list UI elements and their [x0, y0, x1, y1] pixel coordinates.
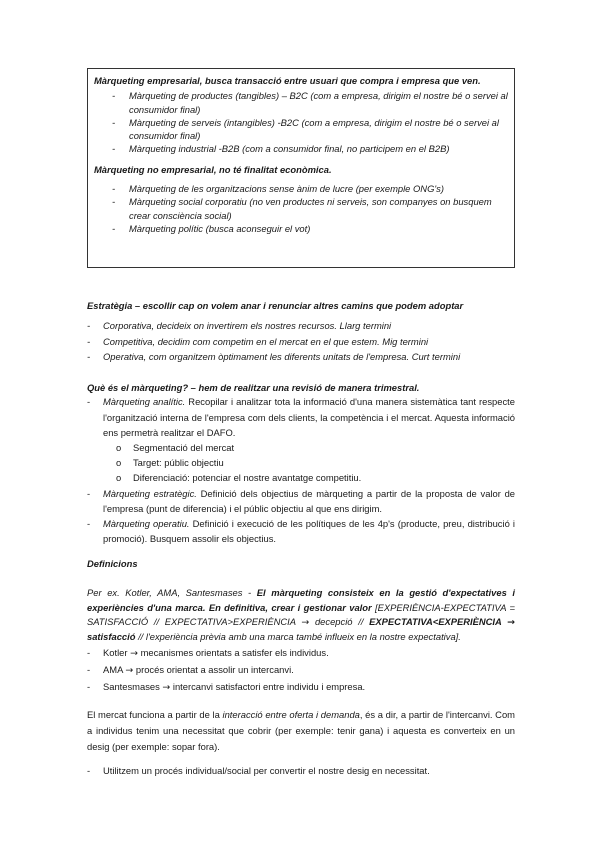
sub-item: o Target: públic objectiu	[87, 455, 515, 470]
estrategia-section	[87, 299, 515, 365]
marqueting-types-box	[87, 68, 515, 268]
list-estrategia	[87, 318, 515, 365]
heading-estrategia: Estratègia – escollir cap on volem anar i renunciar altres camins que podem adoptar	[87, 300, 464, 311]
heading-marqueting: Què és el màrqueting? – hem de realitzar una revisió de manera trimestral.	[87, 382, 420, 393]
heading-definicions: Definicions	[87, 558, 138, 569]
list-item-estrategic	[87, 486, 515, 516]
text-estrategic: Definició dels objectius de màrqueting a partir de la proposta de valor de l'empresa (punt de diferencia) i el públic objectiu al que ens dirigim.	[103, 487, 515, 514]
list-item-operatiu	[87, 516, 515, 546]
list-definicions	[87, 645, 515, 696]
label-estrategic: Màrqueting estratègic.	[103, 487, 197, 499]
arrow-icon: →	[301, 616, 310, 628]
heading-empresarial: Màrqueting empresarial, busca transacció entre usuari que compra i empresa que ven.	[94, 75, 481, 86]
sub-item: o Diferenciació: potenciar el nostre avantatge competitiu.	[87, 470, 515, 485]
arrow-icon: →	[507, 616, 515, 628]
definicions-section	[87, 557, 515, 777]
list-item: - Màrqueting industrial -B2B (com a consumidor final, no participem en el B2B)	[94, 142, 508, 155]
arrow-icon: →	[162, 682, 171, 694]
list-item: - Kotler → mecanismes orientats a satisfer els individus.	[87, 645, 515, 662]
list-final	[87, 764, 515, 777]
arrow-icon: →	[125, 665, 134, 677]
list-empresarial	[94, 89, 508, 155]
list-marqueting	[87, 394, 515, 440]
list-item: - Màrqueting de serveis (intangibles) -B2C (com a empresa, dirigim el nostre bé o servei al consumidor final)	[94, 116, 508, 143]
list-item: - Santesmases → intercanvi satisfactori entre individu i empresa.	[87, 679, 515, 696]
label-analitic: Màrqueting analític.	[103, 396, 186, 408]
definicions-paragraph: Per ex. Kotler, AMA, Santesmases - El màrqueting consisteix en la gestió d'expectatives i experiències d'una marca. En definitiva, crear i gestionar valor [EXPERIÈNCIA-EXPECTATIVA = SATISFACCIÓ // EXPECTATIVA>EXPERIÈNCIA → decepció // EXPECTATIVA<EXPERIÈNCIA → satisfacció // l'experiència prèvia amb una marca també influeix en la nostre expectativa].	[87, 587, 515, 642]
list-item: - Màrqueting social corporatiu (no ven productes ni serveis, son companyes on busquem crear consciència social)	[94, 195, 508, 222]
sub-item: o Segmentació del mercat	[87, 440, 515, 455]
list-item: - AMA → procés orientat a assolir un intercanvi.	[87, 662, 515, 679]
text-analitic: Recopilar i analitzar tota la informació d'una manera sistemàtica tant respecte l'organització interna de l'empresa com dels clients, la competència i el mercat. Aquesta informació ens permetrà realitzar el DAFO.	[103, 396, 515, 438]
sublist-analitic	[87, 440, 515, 486]
list-item: - Màrqueting de productes (tangibles) – B2C (com a empresa, dirigim el nostre bé o servei al consumidor final)	[94, 89, 508, 116]
arrow-icon: →	[130, 648, 138, 660]
list-item: - Utilitzem un procés individual/social per convertir el nostre desig en necessitat.	[87, 764, 515, 777]
list-item-analitic	[87, 394, 515, 440]
list-item: - Corporativa, decideix on invertirem els nostres recursos. Llarg termini	[87, 318, 515, 334]
list-no-empresarial	[94, 182, 508, 235]
text-operatiu: Definició i execució de les polítiques de les 4p's (producte, preu, distribució i promoció). Busquem assolir els objectius.	[103, 517, 515, 545]
list-item: - Màrqueting polític (busca aconseguir el vot)	[94, 222, 508, 235]
list-marqueting-2	[87, 486, 515, 547]
list-item: - Operativa, com organitzem òptimament les diferents unitats de l'empresa. Curt termini	[87, 349, 515, 365]
list-item: - Competitiva, decidim com competim en el mercat en el que estem. Mig termini	[87, 334, 515, 350]
label-operatiu: Màrqueting operatiu.	[103, 517, 190, 529]
marqueting-section	[87, 381, 515, 546]
mercat-paragraph: El mercat funciona a partir de la interacció entre oferta i demanda, és a dir, a partir de l'intercanvi. Com a individus tenim una necessitat que cobrir (per exemple: tenir gana) i aquesta es converteix en un desig (per exemple: sopar fora).	[87, 709, 515, 753]
heading-no-empresarial: Màrqueting no empresarial, no té finalitat econòmica.	[94, 163, 332, 175]
list-item: - Màrqueting de les organitzacions sense ànim de lucre (per exemple ONG's)	[94, 182, 508, 195]
